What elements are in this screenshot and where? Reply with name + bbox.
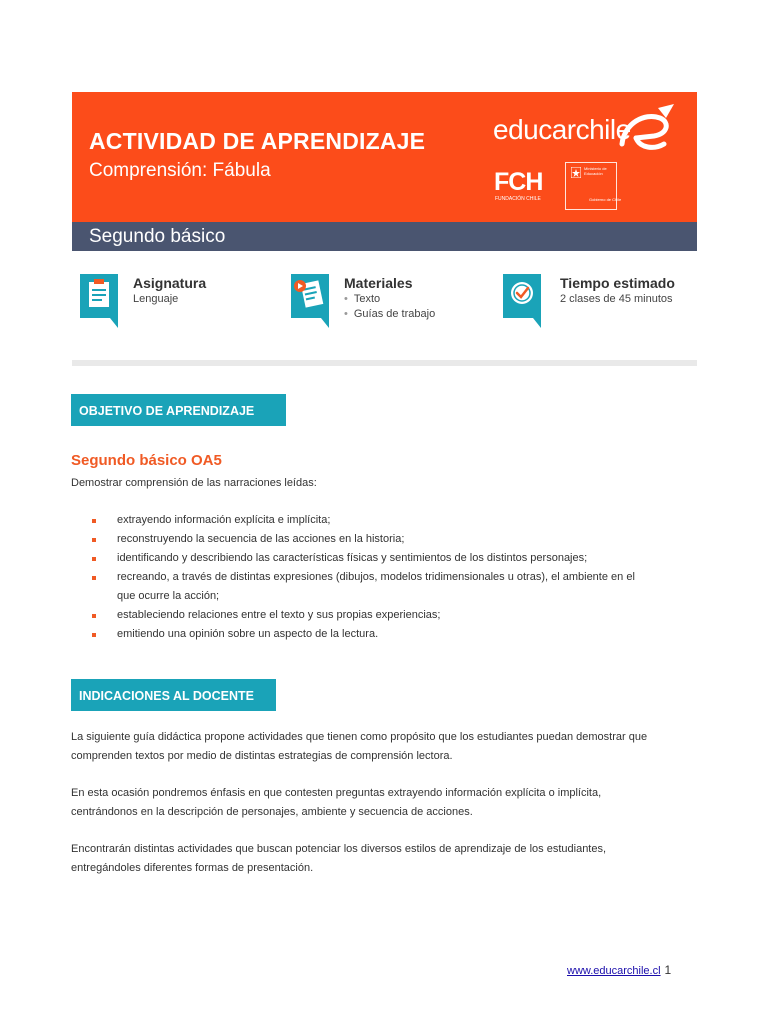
materiales-item: • Guías de trabajo <box>344 308 436 320</box>
list-item: reconstruyendo la secuencia de las acciones en la historia; <box>92 530 635 549</box>
list-item-continuation: que ocurre la acción; <box>117 590 220 602</box>
clock-icon <box>503 274 541 328</box>
indicaciones-p1-line2: comprenden textos por medio de distintas estrategias de comprensión lectora. <box>71 750 453 762</box>
footer-link[interactable]: www.educarchile.cl <box>567 965 661 977</box>
footer <box>567 963 671 977</box>
indicaciones-p2-line1: En esta ocasión pondremos énfasis en que contesten preguntas extrayendo información explícita o implícita, <box>71 787 602 799</box>
ministry-logo <box>565 162 622 210</box>
fch-logo: FCH <box>494 168 543 196</box>
materiales-title: Materiales <box>344 275 413 291</box>
list-item: extrayendo información explícita e implícita; <box>92 511 635 530</box>
oa-list <box>92 511 635 644</box>
page-number: 1 <box>664 963 672 977</box>
fch-logo-subtitle: FUNDACIÓN CHILE <box>495 196 541 202</box>
objetivo-label: OBJETIVO DE APRENDIZAJE <box>71 394 286 426</box>
educarchile-e-mark-icon <box>614 104 676 160</box>
grade-label: Segundo básico <box>89 226 226 247</box>
materiales-item: • Texto <box>344 293 381 305</box>
list-item: estableciendo relaciones entre el texto y sus propias experiencias; <box>92 606 635 625</box>
documents-icon <box>291 274 329 328</box>
asignatura-title: Asignatura <box>133 275 207 291</box>
list-item: identificando y describiendo las características físicas y sentimientos de los distintos personajes; <box>92 549 635 568</box>
page-subtitle: Comprensión: Fábula <box>89 160 271 181</box>
list-item: recreando, a través de distintas expresiones (dibujos, modelos tridimensionales u otras), el ambiente en el <box>92 568 635 587</box>
clipboard-icon <box>80 274 118 328</box>
page-title: ACTIVIDAD DE APRENDIZAJE <box>89 128 426 154</box>
oa-title: Segundo básico OA5 <box>71 452 222 469</box>
section-divider <box>72 360 697 366</box>
educarchile-logo: educarchile <box>493 114 631 145</box>
gobierno-label: Gobierno de Chile <box>589 197 622 202</box>
oa-intro: Demostrar comprensión de las narraciones leídas: <box>71 477 317 489</box>
header-banner <box>72 92 697 222</box>
ministry-name: Ministerio de Educación <box>584 166 607 176</box>
asignatura-value: Lenguaje <box>133 293 179 305</box>
grade-bar <box>72 222 697 251</box>
list-item: emitiendo una opinión sobre un aspecto de la lectura. <box>92 625 635 644</box>
tiempo-title: Tiempo estimado <box>560 275 675 291</box>
indicaciones-label: INDICACIONES AL DOCENTE <box>71 679 276 711</box>
chile-shield-icon <box>571 167 581 178</box>
indicaciones-p3-line1: Encontrarán distintas actividades que buscan potenciar los diversos estilos de aprendizaje de los estudiantes, <box>71 843 607 855</box>
tiempo-value: 2 clases de 45 minutos <box>560 293 673 305</box>
indicaciones-p2-line2: centrándonos en la descripción de personajes, ambiente y secuencia de acciones. <box>71 806 473 818</box>
indicaciones-p3-line2: entregándoles diferentes formas de presentación. <box>71 862 314 874</box>
indicaciones-p1-line1: La siguiente guía didáctica propone actividades que tienen como propósito que los estudiantes puedan demostrar que <box>71 731 648 743</box>
